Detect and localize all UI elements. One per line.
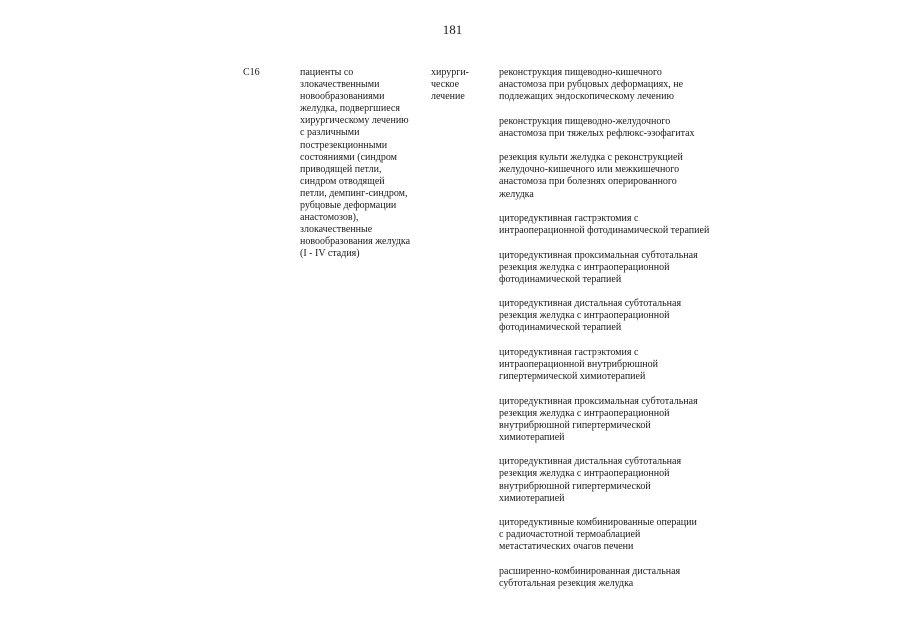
method-line: расширенно-комбинированная дистальная [499,565,681,577]
method-line: желудочно-кишечного или межкишечного [499,164,680,176]
treatment-method-item [499,566,739,590]
treatment-method-item [499,116,739,140]
method-line: фотодинамической терапией [499,273,622,285]
patient-model-line: новообразованиями [300,91,385,103]
patient-model-line: приводящей петли, [300,163,382,175]
patient-model-line: (I - IV стадия) [300,248,360,260]
treatment-method-item [499,517,739,553]
method-line: резекция желудка с интраоперационной [499,310,670,322]
patient-model-line: с различными [300,127,360,139]
method-line: резекция желудка с интраоперационной [499,261,670,273]
treatment-method-item [499,250,739,286]
patient-model-line: рубцовые деформации [300,200,397,212]
method-line: интраоперационной фотодинамической терапией [499,225,710,237]
treatment-type-line: ческое [431,79,460,91]
method-line: субтотальная резекция желудка [499,577,634,589]
patient-model-cell [300,67,428,261]
treatment-method-item [499,347,739,383]
method-line: резекция культи желудка с реконструкцией [499,152,683,164]
method-line: резекция желудка с интраоперационной [499,407,670,419]
method-line: циторедуктивная дистальная субтотальная [499,298,682,310]
treatment-method-item [499,67,739,103]
diagnosis-code: C16 [243,67,260,78]
method-line: подлежащих эндоскопическому лечению [499,91,674,103]
patient-model-line: злокачественные [300,224,373,236]
treatment-method-item [499,396,739,444]
method-line: желудка [499,188,534,200]
treatment-type-line: хирурги- [431,67,470,78]
method-line: фотодинамической терапией [499,322,622,334]
treatment-type-line: лечение [431,91,465,103]
method-line: циторедуктивная проксимальная субтотальная [499,249,698,261]
patient-model-line: синдром отводящей [300,175,385,187]
patient-model-line: хирургическому лечению [300,115,409,127]
patient-model-line: состояниями (синдром [300,151,397,163]
method-line: циторедуктивная гастрэктомия с [499,213,639,225]
patient-model-line: желудка, подвергшиеся [300,103,400,115]
patient-model-line: анастомозов), [300,212,359,224]
patient-model-line: новообразования желудка [300,236,411,248]
method-line: гипертермической химиотерапией [499,371,646,383]
patient-model-line: пострезекционными [300,139,388,151]
method-line: резекция желудка с интраоперационной [499,468,670,480]
method-line: внутрибрюшной гипертермической [499,419,651,431]
method-line: циторедуктивная дистальная субтотальная [499,456,682,468]
method-line: реконструкция пищеводно-кишечного [499,67,662,78]
method-line: циторедуктивная гастрэктомия с [499,346,639,358]
treatment-method-item [499,298,739,334]
patient-model-line: пациенты со [300,67,354,78]
method-line: циторедуктивные комбинированные операции [499,517,697,529]
method-line: химиотерапией [499,492,565,504]
method-line: интраоперационной внутрибрюшной [499,359,658,371]
treatment-method-item [499,213,739,237]
patient-model-line: злокачественными [300,79,380,91]
method-line: химиотерапией [499,431,565,443]
method-line: внутрибрюшной гипертермической [499,480,651,492]
page-number: 181 [442,22,463,37]
method-line: анастомоза при рубцовых деформациях, не [499,79,684,91]
treatment-method-item [499,456,739,504]
method-line: реконструкция пищеводно-желудочного [499,115,671,127]
method-line: циторедуктивная проксимальная субтотальная [499,395,698,407]
diagnosis-code-cell [243,67,283,79]
method-line: метастатических очагов печени [499,541,634,553]
treatment-methods-cell [499,67,739,602]
method-line: анастомоза при болезнях оперированного [499,176,677,188]
method-line: с радиочастотной термоаблацией [499,529,641,541]
treatment-type-cell [431,67,493,103]
method-line: анастомоза при тяжелых рефлюкс-эзофагитах [499,127,695,139]
patient-model-line: петли, демпинг-синдром, [300,187,408,199]
treatment-method-item [499,152,739,200]
